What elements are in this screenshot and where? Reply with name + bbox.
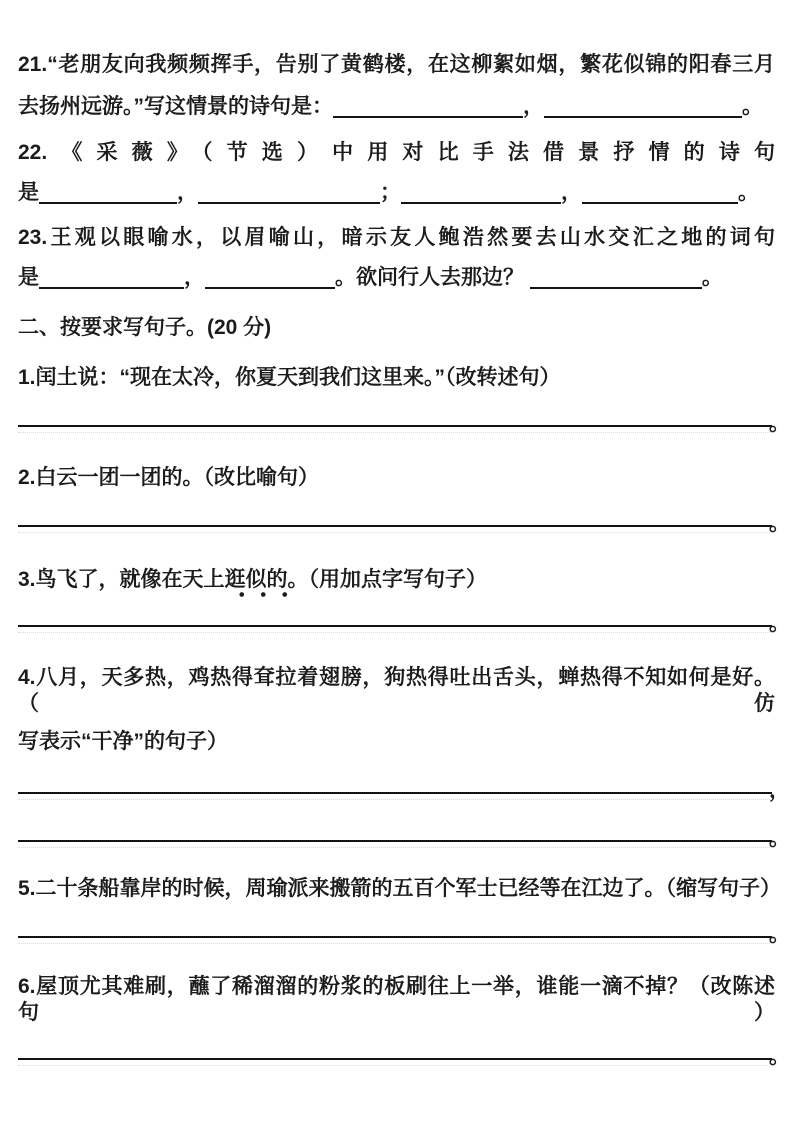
answer-line[interactable]: [18, 755, 790, 802]
punct-period: 。: [769, 612, 790, 635]
answer-line[interactable]: [18, 902, 790, 946]
answer-rule[interactable]: [18, 425, 772, 427]
answer-rule[interactable]: [18, 625, 772, 627]
answer-blank[interactable]: [544, 94, 742, 118]
punct-period: 。: [742, 95, 763, 118]
question-22-prompt: 是: [18, 181, 39, 204]
question-1-text: 1.闰土说：“现在太冷，你夏天到我们这里来。”（改转述句）: [18, 366, 561, 389]
question-4-line-1: 4.八月，天多热，鸡热得耷拉着翅膀，狗热得吐出舌头，蝉热得不知如何是好。（仿: [18, 666, 775, 715]
punct-period: 。: [701, 266, 723, 289]
answer-rule[interactable]: [18, 792, 772, 794]
question-23-line-1: 23.王观以眼喻水，以眉喻山，暗示友人鲍浩然要去山水交汇之地的词句: [18, 226, 775, 249]
question-21-prompt: 去扬州远游。”写这情景的诗句是：: [18, 95, 333, 118]
question-3-text: [18, 567, 775, 593]
punct-comma: ，: [184, 266, 205, 289]
question-3-pre: 3.鸟飞了，就像在天上: [18, 568, 225, 591]
question-21-line-2: [18, 94, 775, 120]
question-22-line-1: 22.《采薇》（节选）中用对比手法借景抒情的诗句: [18, 141, 775, 164]
question-3-post: 。（用加点字写句子）: [287, 568, 488, 591]
punct-period: 。: [769, 1045, 790, 1068]
punct-comma: ，: [561, 181, 582, 204]
answer-line[interactable]: [18, 491, 790, 535]
punct-period: 。: [769, 412, 790, 435]
question-6-text: 6.屋顶尤其难刷，蘸了稀溜溜的粉浆的板刷往上一举，谁能一滴不掉？（改陈述句）: [18, 975, 775, 1024]
question-4-line-2: 写表示“干净”的句子）: [18, 730, 228, 753]
question-23-mid-text: 。欲问行人去那边？: [335, 266, 524, 289]
answer-blank[interactable]: [530, 265, 702, 289]
answer-blank[interactable]: [582, 180, 738, 204]
answer-blank[interactable]: [205, 265, 335, 289]
answer-blank[interactable]: [39, 180, 177, 204]
section-2-heading: 二、按要求写句子。(20 分): [18, 316, 272, 339]
question-5-text: 5.二十条船靠岸的时候，周瑜派来搬箭的五百个军士已经等在江边了。（缩写句子）: [18, 877, 782, 900]
punct-period: 。: [738, 181, 759, 204]
answer-blank[interactable]: [333, 94, 523, 118]
answer-line[interactable]: [18, 1026, 790, 1068]
question-23-prompt: 是: [18, 266, 39, 289]
answer-line[interactable]: [18, 802, 790, 850]
answer-rule[interactable]: [18, 1058, 772, 1060]
answer-blank[interactable]: [401, 180, 561, 204]
answer-rule[interactable]: [18, 936, 772, 938]
question-23-line-2: [18, 265, 775, 291]
answer-blank[interactable]: [198, 180, 380, 204]
punct-period: 。: [769, 923, 790, 946]
punct-period: 。: [769, 512, 790, 535]
question-22-line-2: [18, 180, 775, 206]
answer-rule[interactable]: [18, 525, 772, 527]
answer-rule[interactable]: [18, 840, 772, 842]
answer-blank[interactable]: [39, 265, 184, 289]
question-2-text: 2.白云一团一团的。（改比喻句）: [18, 466, 320, 489]
question-3-dotted-words: 逛似的: [225, 568, 288, 598]
answer-line[interactable]: [18, 391, 790, 435]
punct-comma: ，: [177, 181, 198, 204]
question-21-line-1: 21.“老朋友向我频频挥手，告别了黄鹤楼，在这柳絮如烟，繁花似锦的阳春三月: [18, 53, 775, 76]
punct-comma: ，: [769, 779, 790, 802]
punct-comma: ，: [523, 95, 544, 118]
answer-line[interactable]: [18, 593, 790, 635]
punct-semicolon: ；: [380, 181, 401, 204]
punct-period: 。: [769, 827, 790, 850]
